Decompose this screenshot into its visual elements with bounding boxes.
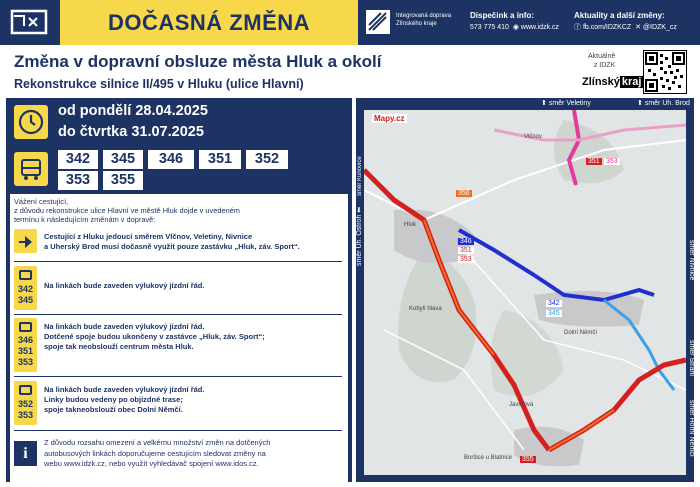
route-map[interactable] [364, 110, 686, 475]
place-label: Dolní Němčí [564, 330, 598, 336]
route-label: 346 [460, 238, 472, 245]
place-label: Boršice u Blatnice [464, 455, 513, 461]
badge-line: 346 [17, 335, 34, 345]
divider [14, 376, 342, 377]
intro-line: z důvodu rekonstrukce ulice Hlavní ve městě Hluk dojde v uvedeném [14, 206, 240, 216]
globe-icon: ◉ [512, 24, 519, 31]
bus-icon [19, 322, 32, 332]
bus-icon [14, 152, 48, 186]
divider [14, 314, 342, 315]
footer-text [44, 438, 334, 470]
rule-line: Dotčené spoje budou ukončeny v zastávce „Hluk, záv. Sport“; [44, 332, 265, 341]
line-chip: 355 [103, 171, 143, 190]
direction-kunovice [356, 156, 364, 196]
divider [14, 430, 342, 431]
dispecink-heading: Dispečink a info: [470, 11, 535, 20]
route-label: 351 [460, 247, 472, 254]
notice-text [44, 232, 334, 252]
place-label: Vlčnov [524, 134, 543, 140]
qr-caption-1: Aktuálně [588, 53, 616, 60]
place-label: Javorová [509, 402, 534, 408]
badge-line: 345 [17, 295, 34, 305]
route-label: 353 [606, 158, 618, 165]
qr-code[interactable] [643, 50, 687, 94]
route-label: 342 [548, 300, 560, 307]
date-to: do čtvrtka 31.07.2025 [58, 124, 204, 140]
idzk-mark-icon [366, 10, 390, 34]
clock-icon [14, 105, 48, 139]
zlinsky-kraj-logo [582, 76, 643, 88]
kraj-text: kraj [621, 76, 642, 88]
line-chip: 351 [199, 150, 241, 169]
badge-line: 353 [17, 410, 34, 420]
twitter-icon: ✕ [635, 24, 641, 31]
page-subtitle: Rekonstrukce silnice II/495 v Hluku (ulice Hlavní) [14, 77, 304, 91]
social-line [574, 22, 677, 34]
facebook-icon: ⓕ [574, 24, 581, 31]
page-title: Změna v dopravní obsluze města Hluk a okolí [14, 52, 382, 71]
direction-label: směr Veletiny [548, 100, 591, 107]
facebook-link[interactable]: fb.com/IDZKCZ [582, 24, 632, 31]
mapy-cz-logo: Mapy.cz [374, 114, 405, 123]
direction-nivnice [687, 240, 695, 310]
contact-line [470, 22, 559, 34]
place-label: Hluk [404, 222, 417, 228]
intro-line: termínu k následujícím změnám v dopravě: [14, 215, 156, 225]
rule-text [44, 385, 334, 415]
closure-logo [0, 0, 60, 45]
twitter-link[interactable]: @IDZK_cz [642, 24, 677, 31]
rule-line: Na linkách bude zaveden výlukový jízdní řád. [44, 322, 205, 331]
notice-line: Cestující z Hluku jedoucí směrem Vlčnov, Veletiny, Nivnice [44, 232, 253, 241]
info-icon: i [14, 441, 37, 466]
direction-veletiny: ⬆ směr Veletiny [538, 99, 594, 109]
banner-title: DOČASNÁ ZMĚNA [60, 0, 358, 45]
date-from: od pondělí 28.04.2025 [58, 103, 208, 119]
line-chip: 345 [103, 150, 143, 169]
rule-line: spoje takneobslouží obec Dolní Němčí. [44, 405, 183, 414]
direction-label: směr Strání [688, 340, 695, 377]
web-link[interactable]: www.idzk.cz [520, 24, 560, 31]
rule-text [44, 322, 334, 352]
route-label: 353 [460, 256, 472, 263]
direction-label: směr Horní Němčí [688, 400, 695, 457]
lines-badge [14, 381, 37, 425]
warning-icon [14, 229, 37, 253]
divider [14, 261, 342, 262]
bus-icon [19, 385, 32, 395]
rule-line: spoje tak neobslouží centrum města Hluk. [44, 342, 194, 351]
aktuality-info [574, 10, 677, 34]
idzk-name: Integrovaná doprava Zlínského kraje [396, 13, 452, 27]
notice-line: a Uherský Brod musí dočasně využít pouze zastávku „Hluk, záv. Sport“. [44, 242, 300, 251]
line-chip: 346 [148, 150, 194, 169]
direction-uh-brod: ⬆ směr Uh. Brod [634, 99, 693, 109]
lines-badge [14, 266, 37, 310]
badge-line: 352 [17, 399, 34, 409]
rule-line: Na linkách bude zaveden výlukový jízdní řád. [44, 385, 205, 394]
route-label: 351 [588, 158, 600, 165]
rule-line: Linky budou vedeny po objízdné trase; [44, 395, 183, 404]
qr-caption-2: z IDZK [593, 62, 616, 69]
direction-label: směr Uh. Ostroh [356, 214, 363, 266]
line-chip: 352 [246, 150, 288, 169]
line-chip: 342 [58, 150, 98, 169]
idzk-logo [366, 10, 458, 38]
place-label: Kobylí hlava [409, 306, 442, 312]
direction-horni-nemci [687, 400, 695, 475]
badge-line: 342 [17, 284, 34, 294]
qr-caption [588, 52, 615, 70]
dispecink-info [470, 10, 559, 34]
intro-text [14, 197, 240, 225]
badge-line: 351 [17, 346, 34, 356]
bus-icon [19, 270, 32, 280]
map-svg [364, 110, 686, 475]
footer-line: webu www.idzk.cz, nebo využít vyhledávač spojení www.idos.cz. [44, 459, 259, 468]
footer-line: autobusových linkách doporučujeme cestujícím sledovat změny na [44, 448, 266, 458]
route-label: 345 [548, 310, 560, 317]
direction-uh-ostroh: směr Uh. Ostroh ⬅ [356, 206, 363, 266]
zlinsky-text: Zlínský [582, 76, 620, 88]
direction-label: směr Uh. Brod [644, 100, 690, 107]
intro-line: Vážení cestující, [14, 197, 69, 206]
route-label: 355 [522, 456, 534, 463]
line-chip: 353 [58, 171, 98, 190]
direction-label: směr Kunovice [357, 156, 363, 196]
badge-line: 353 [17, 357, 34, 367]
footer-line: Z důvodu rozsahu omezení a velkému množství změn na dotčených [44, 438, 271, 447]
phone: 573 775 410 [470, 24, 509, 31]
rule-text: Na linkách bude zaveden výlukový jízdní řád. [44, 281, 205, 290]
direction-label: směr Nivnice [688, 240, 695, 281]
aktuality-heading: Aktuality a další změny: [574, 11, 665, 20]
direction-strani [687, 340, 695, 400]
lines-badge [14, 318, 37, 372]
route-label: 356 [458, 190, 470, 197]
